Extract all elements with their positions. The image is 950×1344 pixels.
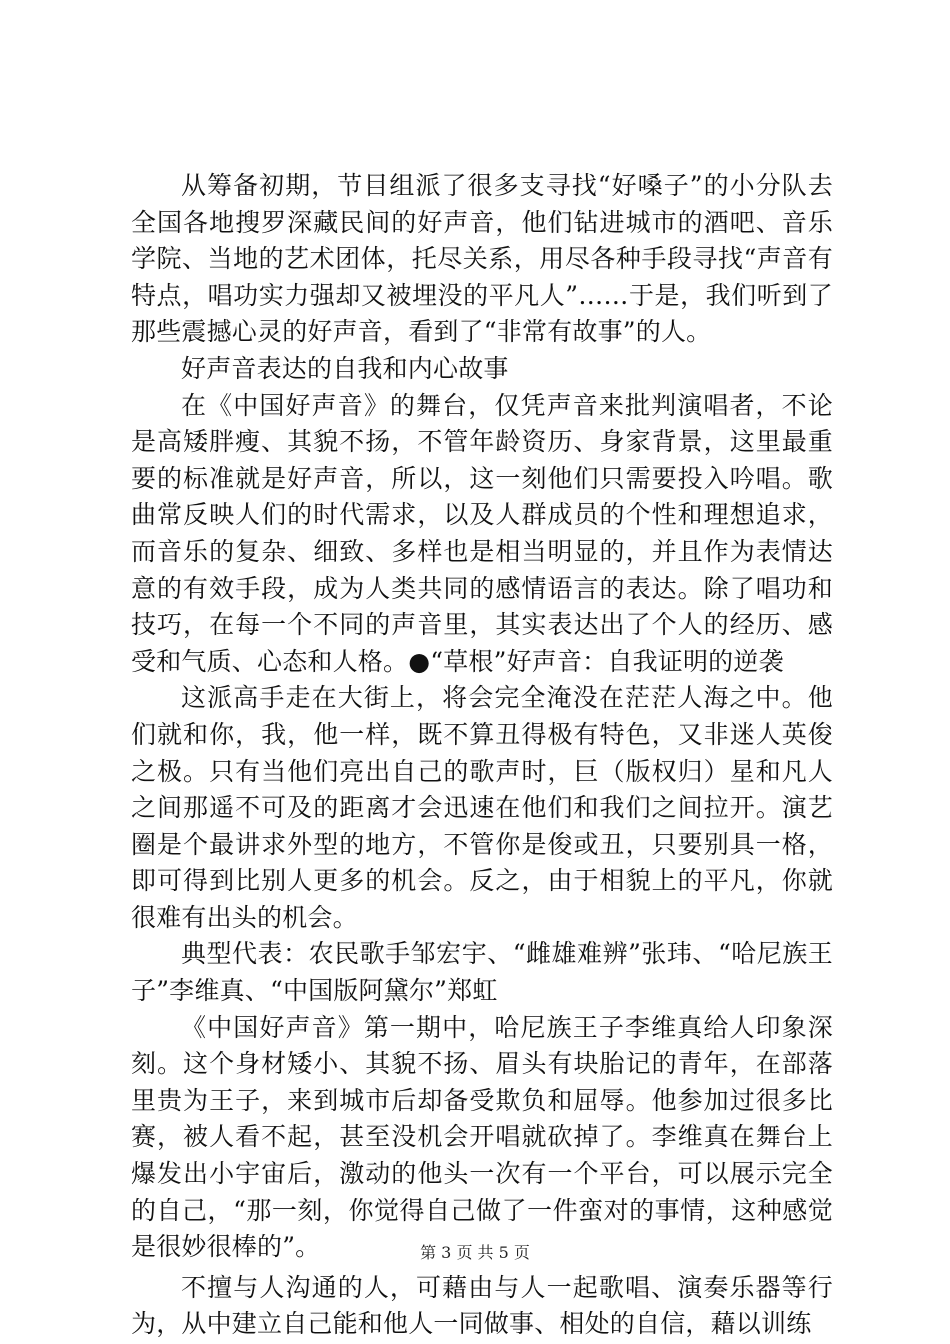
body-text — [131, 168, 833, 1343]
page-number-footer: 第 3 页 共 5 页 — [420, 1243, 530, 1262]
paragraph-ordinary-masters: 这派高手走在大街上，将会完全淹没在茫茫人海之中。他们就和你，我，他一样，既不算丑得极有特色，又非迷人英俊之极。只有当他们亮出自己的歌声时，巨（版权归）星和凡人之间那遥不可及的距离才会迅速在他们和我们之间拉开。演艺圈是个最讲求外型的地方，不管你是俊或丑，只要别具一格，即可得到比别人更多的机会。反之，由于相貌上的平凡，你就很难有出头的机会。 — [131, 683, 833, 932]
paragraph-representatives: 典型代表：农民歌手邹宏宇、“雌雄难辨”张玮、“哈尼族王子”李维真、“中国版阿黛尔”郑虹 — [131, 939, 833, 1006]
paragraph-stage-judging: 在《中国好声音》的舞台，仅凭声音来批判演唱者，不论是高矮胖瘦、其貌不扬，不管年龄资历、身家背景，这里最重要的标准就是好声音，所以，这一刻他们只需要投入吟唱。歌曲常反映人们的时代需求，以及人群成员的个性和理想追求，而音乐的复杂、细致、多样也是相当明显的，并且作为表情达意的有效手段，成为人类共同的感情语言的表达。除了唱功和技巧，在每一个不同的声音里，其实表达出了个人的经历、感受和气质、心态和人格。●“草根”好声音：自我证明的逆袭 — [131, 390, 833, 676]
section-heading-self-expression: 好声音表达的自我和内心故事 — [181, 353, 509, 383]
paragraph-li-weizhen: 《中国好声音》第一期中，哈尼族王子李维真给人印象深刻。这个身材矮小、其貌不扬、眉头有块胎记的青年，在部落里贵为王子，来到城市后却备受欺负和屈辱。他参加过很多比赛，被人看不起，甚至没机会开唱就砍掉了。李维真在舞台上爆发出小宇宙后，激动的他头一次有一个平台，可以展示完全的自己，“那一刻，你觉得自己做了一件蛮对的事情，这种感觉是很妙很棒的”。 — [131, 1012, 833, 1262]
paragraph-talent-scouting: 从筹备初期，节目组派了很多支寻找“好嗓子”的小分队去全国各地搜罗深藏民间的好声音，他们钻进城市的酒吧、音乐学院、当地的艺术团体，托尽关系，用尽各种手段寻找“声音有特点，唱功实力强却又被埋没的平凡人”……于是，我们听到了那些震撼心灵的好声音，看到了“非常有故事”的人。 — [131, 171, 833, 347]
paragraph-communication: 不擅与人沟通的人，可藉由与人一起歌唱、演奏乐器等行为，从中建立自己能和他人一同做事、相处的自信，藉以训练 — [131, 1272, 833, 1339]
